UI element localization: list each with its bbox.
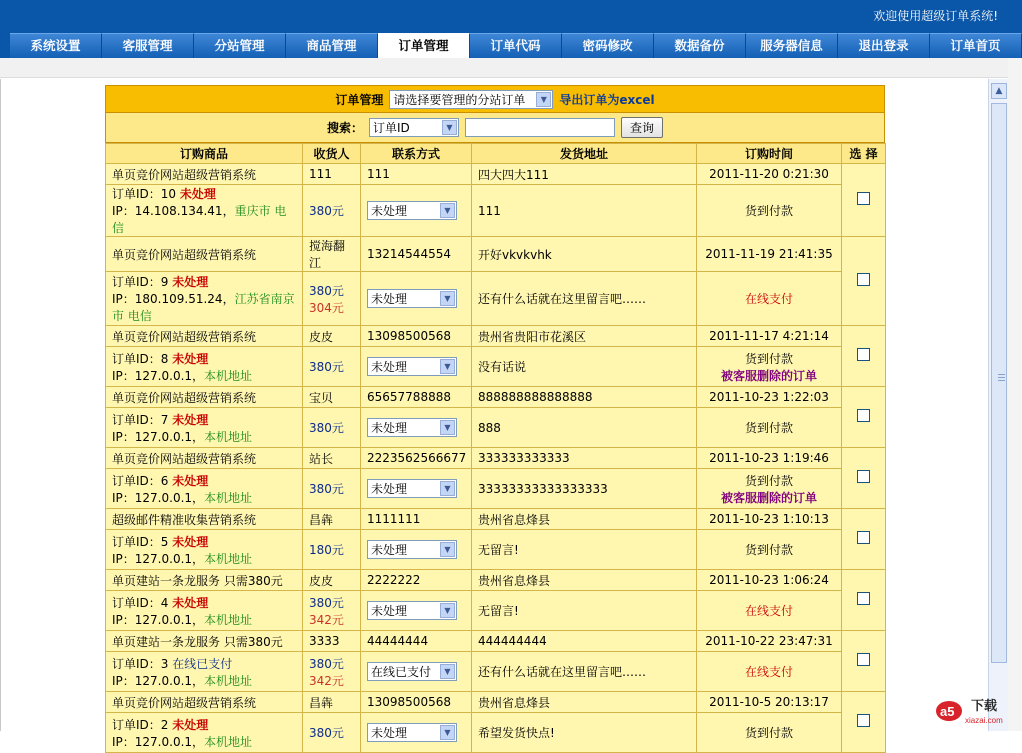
product-name: 单页建站一条龙服务 只需380元 bbox=[106, 631, 303, 652]
column-header: 联系方式 bbox=[361, 144, 472, 164]
select-cell bbox=[842, 631, 886, 692]
order-checkbox[interactable] bbox=[857, 531, 870, 544]
order-ip: IP：127.0.0.1， bbox=[112, 612, 205, 627]
select-cell bbox=[842, 326, 886, 387]
phone: 13098500568 bbox=[361, 326, 472, 347]
column-header: 选 择 bbox=[842, 144, 886, 164]
message: 33333333333333333 bbox=[472, 469, 697, 509]
payment-method: 货到付款 bbox=[744, 204, 793, 218]
price-cell bbox=[303, 713, 361, 753]
nav-tab-4[interactable]: 商品管理 bbox=[286, 33, 378, 58]
svg-text:a5: a5 bbox=[940, 704, 955, 719]
product-name: 超级邮件精准收集营销系统 bbox=[106, 509, 303, 530]
nav-tab-6[interactable]: 订单代码 bbox=[470, 33, 562, 58]
address: 贵州省息烽县 bbox=[472, 509, 697, 530]
price: 380元 bbox=[309, 482, 344, 496]
welcome-text: 欢迎使用超级订单系统! bbox=[873, 9, 998, 23]
chevron-down-icon: ▼ bbox=[440, 725, 455, 740]
order-info bbox=[106, 530, 303, 570]
station-select-value: 请选择要管理的分站订单 bbox=[393, 92, 526, 107]
order-info bbox=[106, 185, 303, 237]
order-detail-row bbox=[106, 530, 886, 570]
select-cell bbox=[842, 387, 886, 448]
status-cell bbox=[361, 469, 472, 509]
nav-tab-1[interactable]: 系统设置 bbox=[10, 33, 102, 58]
phone: 1111111 bbox=[361, 509, 472, 530]
order-info bbox=[106, 408, 303, 448]
product-name: 单页竞价网站超级营销系统 bbox=[106, 326, 303, 347]
discount-price: 342元 bbox=[309, 612, 344, 627]
order-time: 2011-10-23 1:19:46 bbox=[697, 448, 842, 469]
order-detail-row bbox=[106, 347, 886, 387]
order-status: 未处理 bbox=[172, 534, 209, 549]
payment-method: 货到付款 bbox=[744, 421, 793, 435]
ip-location: 本机地址 bbox=[204, 490, 253, 505]
chevron-down-icon: ▼ bbox=[440, 203, 455, 218]
search-label: 搜索： bbox=[326, 121, 363, 135]
payment-method: 货到付款 bbox=[744, 543, 793, 557]
order-ip: IP：127.0.0.1， bbox=[112, 368, 205, 383]
scroll-thumb[interactable] bbox=[991, 103, 1007, 663]
status-select-value: 未处理 bbox=[371, 482, 408, 496]
product-name: 单页建站一条龙服务 只需380元 bbox=[106, 570, 303, 591]
order-id: 订单ID：8 bbox=[112, 351, 169, 366]
receiver: 111 bbox=[303, 164, 361, 185]
order-checkbox[interactable] bbox=[857, 470, 870, 483]
price: 380元 bbox=[309, 360, 344, 374]
receiver: 3333 bbox=[303, 631, 361, 652]
vertical-scrollbar[interactable] bbox=[988, 79, 1008, 731]
order-id: 订单ID：5 bbox=[112, 534, 169, 549]
ip-location: 本机地址 bbox=[204, 368, 253, 383]
top-bar bbox=[0, 0, 1022, 58]
payment-cell bbox=[697, 347, 842, 387]
address: 贵州省贵阳市花溪区 bbox=[472, 326, 697, 347]
ip-location: 本机地址 bbox=[204, 551, 253, 566]
order-info bbox=[106, 272, 303, 326]
status-select[interactable] bbox=[367, 662, 457, 681]
search-row bbox=[105, 113, 885, 143]
order-status: 在线已支付 bbox=[172, 656, 233, 671]
message: 没有话说 bbox=[472, 347, 697, 387]
payment-method: 在线支付 bbox=[744, 292, 793, 306]
message: 111 bbox=[472, 185, 697, 237]
order-time: 2011-10-22 23:47:31 bbox=[697, 631, 842, 652]
status-select-value: 未处理 bbox=[371, 360, 408, 374]
message: 还有什么话就在这里留言吧…… bbox=[472, 272, 697, 326]
payment-cell bbox=[697, 652, 842, 692]
order-time: 2011-10-5 20:13:17 bbox=[697, 692, 842, 713]
address: 贵州省息烽县 bbox=[472, 570, 697, 591]
order-detail-row bbox=[106, 185, 886, 237]
status-select[interactable] bbox=[367, 289, 457, 308]
message: 希望发货快点! bbox=[472, 713, 697, 753]
order-status: 未处理 bbox=[172, 717, 209, 732]
status-select[interactable] bbox=[367, 479, 457, 498]
order-checkbox[interactable] bbox=[857, 714, 870, 727]
product-name: 单页竞价网站超级营销系统 bbox=[106, 387, 303, 408]
order-id: 订单ID：3 bbox=[112, 656, 169, 671]
product-name: 单页竞价网站超级营销系统 bbox=[106, 237, 303, 272]
status-select-value: 未处理 bbox=[371, 421, 408, 435]
order-row bbox=[106, 692, 886, 713]
order-status: 未处理 bbox=[179, 187, 216, 201]
status-cell bbox=[361, 713, 472, 753]
receiver: 皮皮 bbox=[303, 326, 361, 347]
price-cell bbox=[303, 347, 361, 387]
price-cell bbox=[303, 272, 361, 326]
discount-price: 342元 bbox=[309, 673, 344, 688]
address: 444444444 bbox=[472, 631, 697, 652]
phone: 13098500568 bbox=[361, 692, 472, 713]
chevron-down-icon: ▼ bbox=[440, 542, 455, 557]
receiver: 站长 bbox=[303, 448, 361, 469]
order-row bbox=[106, 631, 886, 652]
toolbar-stripe bbox=[0, 58, 1022, 78]
order-ip: IP：127.0.0.1， bbox=[112, 734, 205, 749]
order-row bbox=[106, 448, 886, 469]
order-ip: IP：180.109.51.24， bbox=[112, 292, 235, 306]
orders-table bbox=[105, 143, 886, 753]
search-field-select[interactable] bbox=[369, 118, 459, 137]
receiver: 宝贝 bbox=[303, 387, 361, 408]
status-cell bbox=[361, 347, 472, 387]
order-row bbox=[106, 237, 886, 272]
order-status: 未处理 bbox=[172, 351, 209, 366]
order-checkbox[interactable] bbox=[857, 273, 870, 286]
order-info bbox=[106, 713, 303, 753]
order-ip: IP：127.0.0.1， bbox=[112, 490, 205, 505]
a5-logo-icon bbox=[935, 696, 1015, 726]
order-time: 2011-10-23 1:22:03 bbox=[697, 387, 842, 408]
order-checkbox[interactable] bbox=[857, 348, 870, 361]
message: 无留言! bbox=[472, 591, 697, 631]
order-time: 2011-11-20 0:21:30 bbox=[697, 164, 842, 185]
select-cell bbox=[842, 570, 886, 631]
status-select-value: 未处理 bbox=[371, 204, 408, 218]
ip-location: 重庆市 电信 bbox=[112, 204, 287, 235]
ip-location: 江苏省南京市 电信 bbox=[112, 292, 295, 323]
order-id: 订单ID：4 bbox=[112, 595, 169, 610]
a5-watermark bbox=[935, 696, 1015, 726]
phone: 13214544554 bbox=[361, 237, 472, 272]
order-detail-row bbox=[106, 272, 886, 326]
order-checkbox[interactable] bbox=[857, 192, 870, 205]
select-cell bbox=[842, 509, 886, 570]
column-header: 发货地址 bbox=[472, 144, 697, 164]
orders-body bbox=[106, 164, 886, 753]
message: 888 bbox=[472, 408, 697, 448]
status-select-value: 在线已支付 bbox=[371, 665, 432, 679]
order-time: 2011-11-17 4:21:14 bbox=[697, 326, 842, 347]
order-time: 2011-10-23 1:06:24 bbox=[697, 570, 842, 591]
nav-tab-8[interactable]: 数据备份 bbox=[654, 33, 746, 58]
payment-cell bbox=[697, 272, 842, 326]
message: 无留言! bbox=[472, 530, 697, 570]
select-cell bbox=[842, 692, 886, 753]
order-time: 2011-10-23 1:10:13 bbox=[697, 509, 842, 530]
order-detail-row bbox=[106, 713, 886, 753]
status-select-value: 未处理 bbox=[371, 292, 408, 306]
status-cell bbox=[361, 272, 472, 326]
order-ip: IP：14.108.134.41， bbox=[112, 204, 235, 218]
grip-line bbox=[998, 377, 1005, 378]
content-frame bbox=[0, 79, 988, 749]
status-select[interactable] bbox=[367, 357, 457, 376]
table-header-row bbox=[106, 144, 886, 164]
order-info bbox=[106, 469, 303, 509]
nav-tab-7[interactable]: 密码修改 bbox=[562, 33, 654, 58]
deleted-note: 被客服删除的订单 bbox=[720, 490, 817, 505]
window-edge bbox=[1008, 58, 1022, 731]
export-excel-link[interactable]: 导出订单为excel bbox=[559, 92, 655, 107]
nav-tab-3[interactable]: 分站管理 bbox=[194, 33, 286, 58]
address: 贵州省息烽县 bbox=[472, 692, 697, 713]
order-info bbox=[106, 347, 303, 387]
payment-cell bbox=[697, 408, 842, 448]
status-select[interactable] bbox=[367, 540, 457, 559]
address: 四大四大111 bbox=[472, 164, 697, 185]
main-nav bbox=[10, 33, 1022, 58]
message: 还有什么话就在这里留言吧…… bbox=[472, 652, 697, 692]
order-id: 订单ID：10 bbox=[112, 187, 177, 201]
order-detail-row bbox=[106, 591, 886, 631]
order-id: 订单ID：7 bbox=[112, 412, 169, 427]
phone: 111 bbox=[361, 164, 472, 185]
price: 380元 bbox=[309, 595, 344, 610]
scroll-up-icon[interactable]: ▲ bbox=[991, 83, 1007, 99]
order-row bbox=[106, 326, 886, 347]
order-ip: IP：127.0.0.1， bbox=[112, 673, 205, 688]
grip-line bbox=[998, 374, 1005, 375]
search-input[interactable] bbox=[465, 118, 615, 137]
phone: 44444444 bbox=[361, 631, 472, 652]
nav-tab-9[interactable]: 服务器信息 bbox=[746, 33, 838, 58]
grip-line bbox=[998, 380, 1005, 381]
price: 380元 bbox=[309, 726, 344, 740]
price: 380元 bbox=[309, 283, 344, 298]
order-detail-row bbox=[106, 652, 886, 692]
order-checkbox[interactable] bbox=[857, 653, 870, 666]
status-cell bbox=[361, 530, 472, 570]
payment-method: 在线支付 bbox=[744, 665, 793, 679]
select-cell bbox=[842, 237, 886, 326]
price: 180元 bbox=[309, 543, 344, 557]
order-id: 订单ID：6 bbox=[112, 473, 169, 488]
ip-location: 本机地址 bbox=[204, 673, 253, 688]
nav-tab-11[interactable]: 订单首页 bbox=[930, 33, 1022, 58]
price-cell bbox=[303, 469, 361, 509]
price-cell bbox=[303, 530, 361, 570]
address: 开好vkvkvhk bbox=[472, 237, 697, 272]
status-select-value: 未处理 bbox=[371, 543, 408, 557]
receiver: 皮皮 bbox=[303, 570, 361, 591]
status-select[interactable] bbox=[367, 418, 457, 437]
chevron-down-icon: ▼ bbox=[440, 603, 455, 618]
order-status: 未处理 bbox=[172, 473, 209, 488]
receiver: 昌犇 bbox=[303, 509, 361, 530]
payment-cell bbox=[697, 591, 842, 631]
payment-cell bbox=[697, 713, 842, 753]
payment-method: 货到付款 bbox=[744, 473, 793, 488]
chevron-down-icon: ▼ bbox=[440, 291, 455, 306]
receiver: 搅海翻江 bbox=[303, 237, 361, 272]
deleted-note: 被客服删除的订单 bbox=[720, 368, 817, 383]
order-panel bbox=[105, 85, 885, 753]
order-row bbox=[106, 509, 886, 530]
price-cell bbox=[303, 652, 361, 692]
price-cell bbox=[303, 185, 361, 237]
order-status: 未处理 bbox=[172, 595, 209, 610]
chevron-down-icon: ▼ bbox=[440, 420, 455, 435]
search-button[interactable]: 查询 bbox=[621, 117, 663, 138]
order-checkbox[interactable] bbox=[857, 409, 870, 422]
chevron-down-icon: ▼ bbox=[440, 359, 455, 374]
column-header: 订购商品 bbox=[106, 144, 303, 164]
product-name: 单页竞价网站超级营销系统 bbox=[106, 164, 303, 185]
panel-title: 订单管理 bbox=[335, 92, 384, 107]
select-cell bbox=[842, 448, 886, 509]
order-id: 订单ID：9 bbox=[112, 275, 169, 289]
order-ip: IP：127.0.0.1， bbox=[112, 429, 205, 444]
panel-header bbox=[105, 85, 885, 113]
ip-location: 本机地址 bbox=[204, 429, 253, 444]
status-cell bbox=[361, 652, 472, 692]
payment-cell bbox=[697, 469, 842, 509]
order-ip: IP：127.0.0.1， bbox=[112, 551, 205, 566]
phone: 2222222 bbox=[361, 570, 472, 591]
svg-text:xiazai.com: xiazai.com bbox=[965, 716, 1003, 725]
order-detail-row bbox=[106, 469, 886, 509]
chevron-down-icon: ▼ bbox=[536, 92, 551, 107]
status-select-value: 未处理 bbox=[371, 604, 408, 618]
svg-text:下载: 下载 bbox=[971, 699, 998, 714]
order-checkbox[interactable] bbox=[857, 592, 870, 605]
discount-price: 304元 bbox=[309, 300, 344, 315]
order-row bbox=[106, 570, 886, 591]
price: 380元 bbox=[309, 656, 344, 671]
search-field-value: 订单ID bbox=[373, 121, 410, 135]
status-select-value: 未处理 bbox=[371, 726, 408, 740]
order-detail-row bbox=[106, 408, 886, 448]
order-status: 未处理 bbox=[172, 412, 209, 427]
payment-method: 在线支付 bbox=[744, 604, 793, 618]
chevron-down-icon: ▼ bbox=[442, 120, 457, 135]
order-row bbox=[106, 387, 886, 408]
order-info bbox=[106, 652, 303, 692]
order-row bbox=[106, 164, 886, 185]
ip-location: 本机地址 bbox=[204, 734, 253, 749]
column-header: 收货人 bbox=[303, 144, 361, 164]
price: 380元 bbox=[309, 421, 344, 435]
payment-method: 货到付款 bbox=[744, 726, 793, 740]
phone: 2223562566677 bbox=[361, 448, 472, 469]
payment-method: 货到付款 bbox=[744, 351, 793, 366]
receiver: 昌犇 bbox=[303, 692, 361, 713]
ip-location: 本机地址 bbox=[204, 612, 253, 627]
nav-tab-5[interactable]: 订单管理 bbox=[378, 33, 470, 58]
chevron-down-icon: ▼ bbox=[440, 481, 455, 496]
nav-tab-2[interactable]: 客服管理 bbox=[102, 33, 194, 58]
order-status: 未处理 bbox=[172, 275, 209, 289]
status-cell bbox=[361, 185, 472, 237]
price-cell bbox=[303, 591, 361, 631]
product-name: 单页竞价网站超级营销系统 bbox=[106, 692, 303, 713]
status-select[interactable] bbox=[367, 723, 457, 742]
order-time: 2011-11-19 21:41:35 bbox=[697, 237, 842, 272]
nav-tab-10[interactable]: 退出登录 bbox=[838, 33, 930, 58]
product-name: 单页竞价网站超级营销系统 bbox=[106, 448, 303, 469]
select-cell bbox=[842, 164, 886, 237]
payment-cell bbox=[697, 530, 842, 570]
station-select[interactable] bbox=[389, 90, 553, 109]
order-info bbox=[106, 591, 303, 631]
status-cell bbox=[361, 408, 472, 448]
column-header: 订购时间 bbox=[697, 144, 842, 164]
price-cell bbox=[303, 408, 361, 448]
address: 333333333333 bbox=[472, 448, 697, 469]
price: 380元 bbox=[309, 204, 344, 218]
order-id: 订单ID：2 bbox=[112, 717, 169, 732]
status-select[interactable] bbox=[367, 201, 457, 220]
status-select[interactable] bbox=[367, 601, 457, 620]
phone: 65657788888 bbox=[361, 387, 472, 408]
payment-cell bbox=[697, 185, 842, 237]
status-cell bbox=[361, 591, 472, 631]
chevron-down-icon: ▼ bbox=[440, 664, 455, 679]
address: 888888888888888 bbox=[472, 387, 697, 408]
